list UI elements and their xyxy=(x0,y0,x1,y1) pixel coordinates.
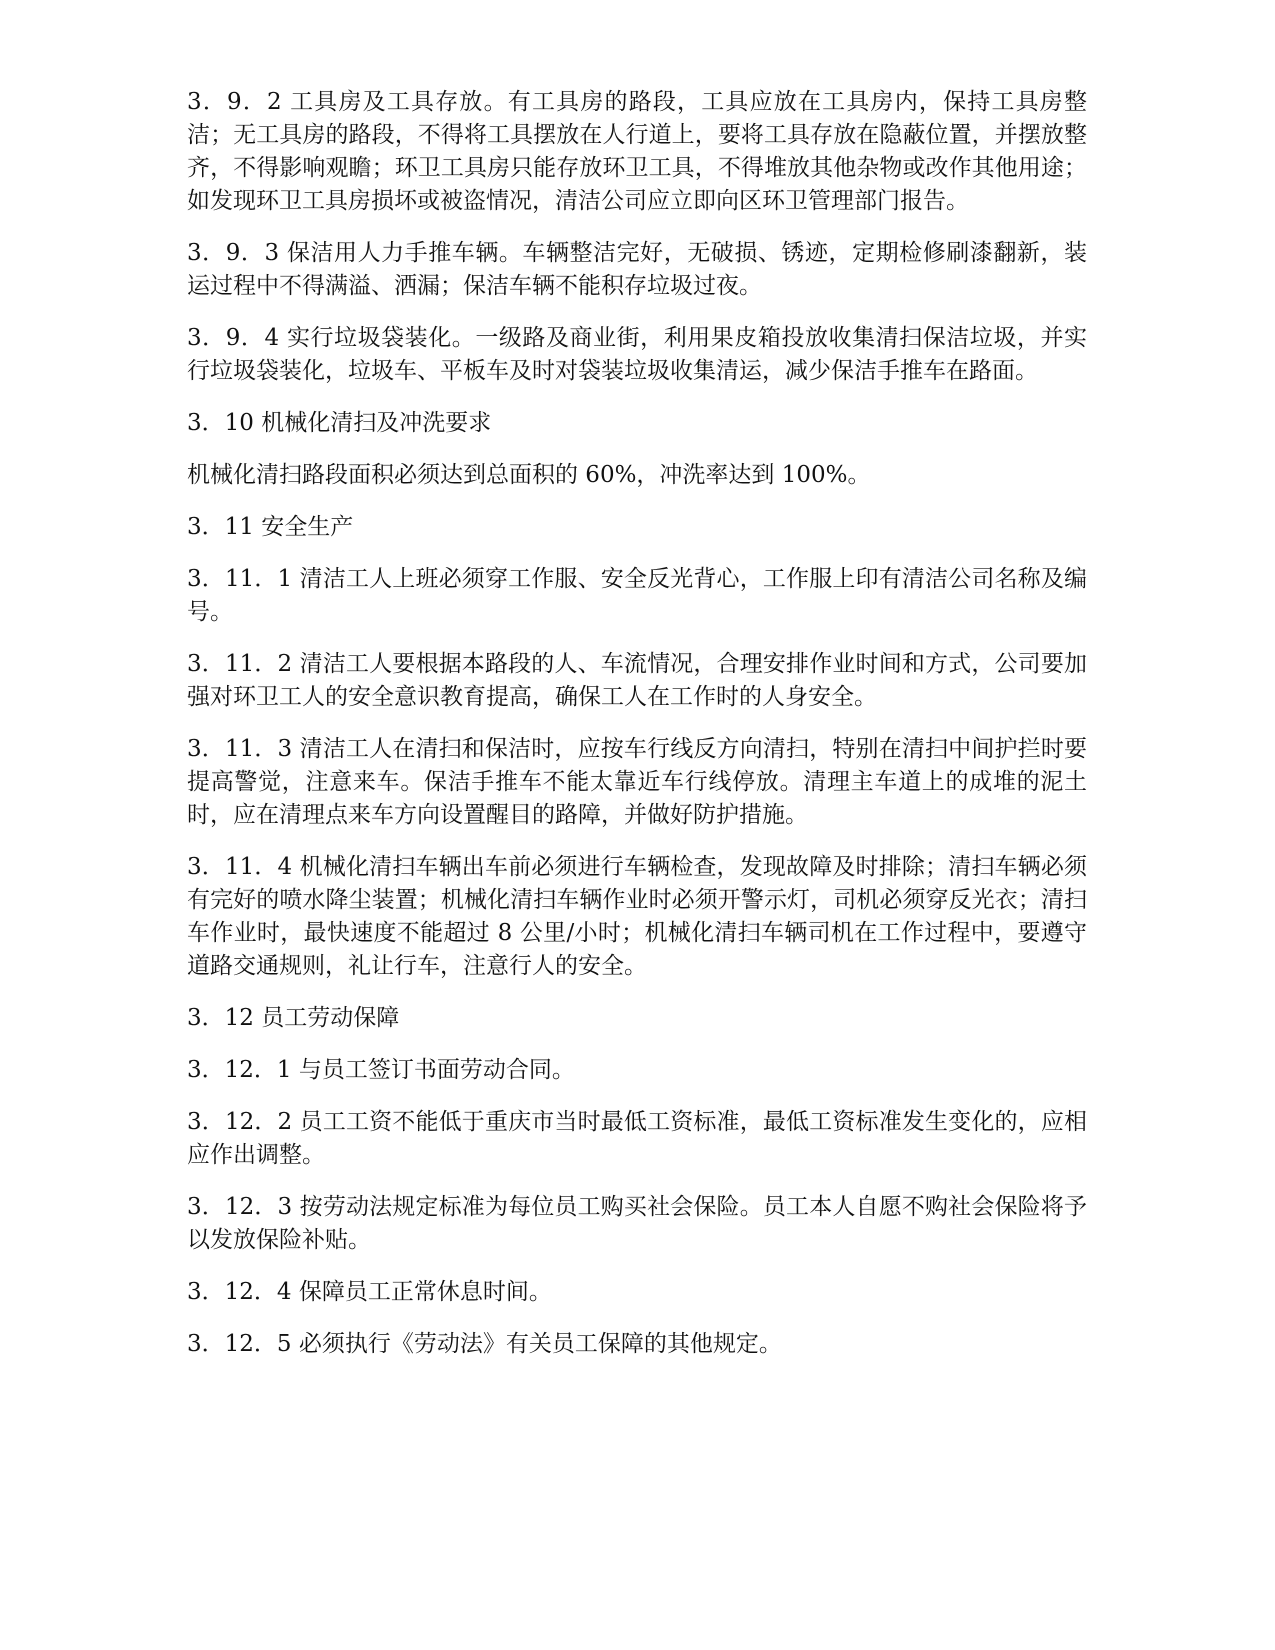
paragraph-3-12-5: 3．12．5 必须执行《劳动法》有关员工保障的其他规定。 xyxy=(187,1331,782,1357)
paragraph-3-11-2: 3．11．2 清洁工人要根据本路段的人、车流情况，合理安排作业时间和方式，公司要加强对环卫工人的安全意识教育提高，确保工人在工作时的人身安全。 xyxy=(187,651,1087,710)
paragraph-3-12-3: 3．12．3 按劳动法规定标准为每位员工购买社会保险。员工本人自愿不购社会保险将予以发放保险补贴。 xyxy=(187,1194,1087,1253)
document-page xyxy=(187,86,1087,1380)
heading-3-12: 3．12 员工劳动保障 xyxy=(187,1005,400,1031)
paragraph-3-9-2: 3．9．2 工具房及工具存放。有工具房的路段，工具应放在工具房内，保持工具房整洁；无工具房的路段，不得将工具摆放在人行道上，要将工具存放在隐蔽位置，并摆放整齐，不得影响观瞻；环卫工具房只能存放环卫工具，不得堆放其他杂物或改作其他用途；如发现环卫工具房损坏或被盗情况，清洁公司应立即向区环卫管理部门报告。 xyxy=(187,89,1087,214)
paragraph-3-11-1: 3．11．1 清洁工人上班必须穿工作服、安全反光背心，工作服上印有清洁公司名称及编号。 xyxy=(187,566,1087,625)
paragraph-3-11-4: 3．11．4 机械化清扫车辆出车前必须进行车辆检查，发现故障及时排除；清扫车辆必须有完好的喷水降尘装置；机械化清扫车辆作业时必须开警示灯，司机必须穿反光衣；清扫车作业时，最快速度不能超过 8 公里/小时；机械化清扫车辆司机在工作过程中，要遵守道路交通规则，礼让行车，注意行人的安全。 xyxy=(187,854,1087,979)
heading-3-10: 3．10 机械化清扫及冲洗要求 xyxy=(187,410,492,436)
paragraph-3-12-2: 3．12．2 员工工资不能低于重庆市当时最低工资标准，最低工资标准发生变化的，应相应作出调整。 xyxy=(187,1109,1087,1168)
paragraph-3-12-4: 3．12．4 保障员工正常休息时间。 xyxy=(187,1279,552,1305)
paragraph-3-11-3: 3．11．3 清洁工人在清扫和保洁时，应按车行线反方向清扫，特别在清扫中间护拦时要提高警觉，注意来车。保洁手推车不能太靠近车行线停放。清理主车道上的成堆的泥土时，应在清理点来车方向设置醒目的路障，并做好防护措施。 xyxy=(187,736,1087,828)
paragraph-3-10-body: 机械化清扫路段面积必须达到总面积的 60%，冲洗率达到 100%。 xyxy=(187,462,871,488)
paragraph-3-12-1: 3．12．1 与员工签订书面劳动合同。 xyxy=(187,1057,575,1083)
paragraph-3-9-4: 3．9．4 实行垃圾袋装化。一级路及商业街，利用果皮箱投放收集清扫保洁垃圾，并实行垃圾袋装化，垃圾车、平板车及时对袋装垃圾收集清运，减少保洁手推车在路面。 xyxy=(187,325,1087,384)
paragraph-3-9-3: 3．9．3 保洁用人力手推车辆。车辆整洁完好，无破损、锈迹，定期检修刷漆翻新，装运过程中不得满溢、洒漏；保洁车辆不能积存垃圾过夜。 xyxy=(187,240,1087,299)
heading-3-11: 3．11 安全生产 xyxy=(187,514,354,540)
